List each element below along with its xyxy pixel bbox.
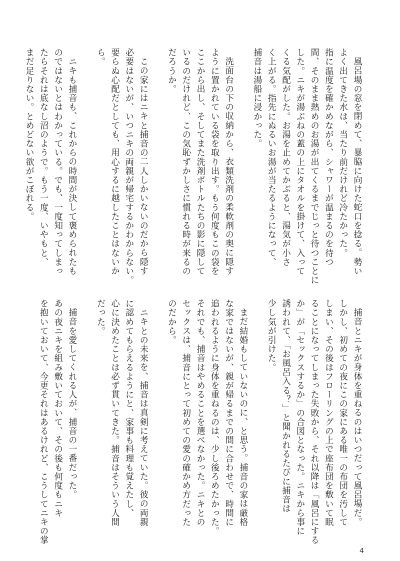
paragraph: 必要はないが、いつニキの両親が帰宅するかわからない。 bbox=[123, 48, 134, 285]
paragraph: 指に温度を確かめながら、シャワーが温まるのを待つ bbox=[323, 48, 334, 267]
paragraph: く上がる。指先にぬるいお湯が当たるようになって、 bbox=[266, 48, 277, 267]
paragraph-gap bbox=[236, 48, 250, 266]
paragraph: 風呂場の窓を閉めて、暴脇に向けた蛇口を捻る。勢い bbox=[352, 56, 362, 275]
paragraph: あの夜ニキを組み敷いておいて、その後も何度もニキ bbox=[52, 299, 63, 518]
paragraph: な家ではないが、親が帰るまでの間に合わせで、時間に bbox=[223, 299, 234, 527]
paragraph: のではないとはわかっている。でも、一度知ってしまっ bbox=[52, 48, 63, 276]
paragraph: のだから。 bbox=[166, 299, 177, 345]
paragraph: ら。 bbox=[95, 48, 106, 67]
paragraph: それでも、捕音はやめることを選べなかった。ニキとの bbox=[195, 299, 206, 527]
paragraph: か」が「セックスするか」の合図となった。ニキから事に bbox=[294, 299, 305, 536]
paragraph: 誘われて、「お風呂入る？」と聞かれるたびに捕音は bbox=[280, 299, 291, 514]
paragraph: 要らぬ心配だとしても、用心するに越したことはないか bbox=[109, 48, 120, 276]
paragraph: 洗面台の下の収納から、衣類洗剤の柔軟剤の奥に隠す bbox=[223, 56, 234, 275]
paragraph: 少し気が引けた。 bbox=[266, 299, 277, 372]
paragraph: この家にはニキと捕音の二人しかいないのだから隠す bbox=[138, 56, 149, 275]
paragraph-gap bbox=[79, 299, 93, 517]
paragraph: ここから出し、そしてまた洗剤ボトルたちの影に隠して bbox=[195, 48, 206, 276]
paragraph: たらそれは底なし沼のようで。もう一度、いやもと、 bbox=[38, 48, 49, 267]
paragraph: だった。 bbox=[95, 299, 106, 336]
paragraph: 捕音は湯船に浸かった。 bbox=[251, 48, 262, 149]
paragraph: に認めてもらえるようにと、家事も料理も覚えたし、 bbox=[123, 299, 134, 518]
paragraph: ように置かれている袋を取り出す。もう何度もこの袋を bbox=[209, 48, 220, 276]
paragraph-gap bbox=[79, 48, 93, 266]
paragraph: くる気配がした。お湯を止めてかぶると、湯気が小さ bbox=[280, 48, 291, 267]
paragraph: しかし、初めての夜にこの家にある唯一の布団を汚して bbox=[337, 299, 348, 527]
paragraph: ニキも捕音も、これからの時間が決して褒められたも bbox=[66, 56, 77, 275]
text-block-top bbox=[24, 48, 364, 285]
paragraph: 捕音とニキが身体を重ねるのはいつだって風呂場だ。 bbox=[352, 307, 362, 526]
paragraph: を抱いておいて、今更それはあるけれど、こうしてニキの掌 bbox=[38, 299, 49, 545]
paragraph: だろうか。 bbox=[166, 48, 177, 94]
paragraph-gap bbox=[250, 299, 264, 517]
text-block-bottom bbox=[38, 299, 364, 545]
paragraph: ることになってしまった失敗から、それ以降は「風呂にする bbox=[309, 299, 320, 545]
paragraph-gap bbox=[150, 299, 164, 517]
paragraph: した。ニキが湯ぶねの蓋の上にタオルを掛けて、入って bbox=[294, 48, 305, 276]
paragraph: しまい、その後はフローリングの上で座布団を敷いて眠 bbox=[323, 299, 334, 527]
paragraph: セックスは、捕音にとって初めての愛の確かめ方だった bbox=[180, 299, 191, 527]
paragraph: ニキとの未来を、捕音は真剣に考えていた。彼の両親 bbox=[138, 307, 149, 526]
paragraph: まだ結婚もしていないのに、と思う。捕音の家は厳格 bbox=[237, 307, 248, 526]
paragraph: 捕音を愛してくれる人が、捕音の一番だった。 bbox=[66, 307, 77, 499]
page-number: 4 bbox=[359, 547, 364, 555]
paragraph-gap bbox=[150, 48, 164, 266]
paragraph: 間、そのまま熱めのお湯が出てくるまでじっと待つことに bbox=[309, 48, 320, 285]
paragraph: いるのだけれど、この気恥ずかしさに慣れる時が来るの bbox=[180, 48, 191, 276]
paragraph: 追われるように身体を重ねるのは、少し後ろめたかった。 bbox=[209, 299, 220, 536]
paragraph: まだ足りない。とめどない欲がこぼれる。 bbox=[24, 48, 35, 221]
paragraph: よく出てきた水は、当たり前だけれど冷たかった。 bbox=[337, 48, 348, 258]
paragraph: 心に決めたことは必ず貫いてきた。捕音はそういう人間 bbox=[109, 299, 120, 527]
